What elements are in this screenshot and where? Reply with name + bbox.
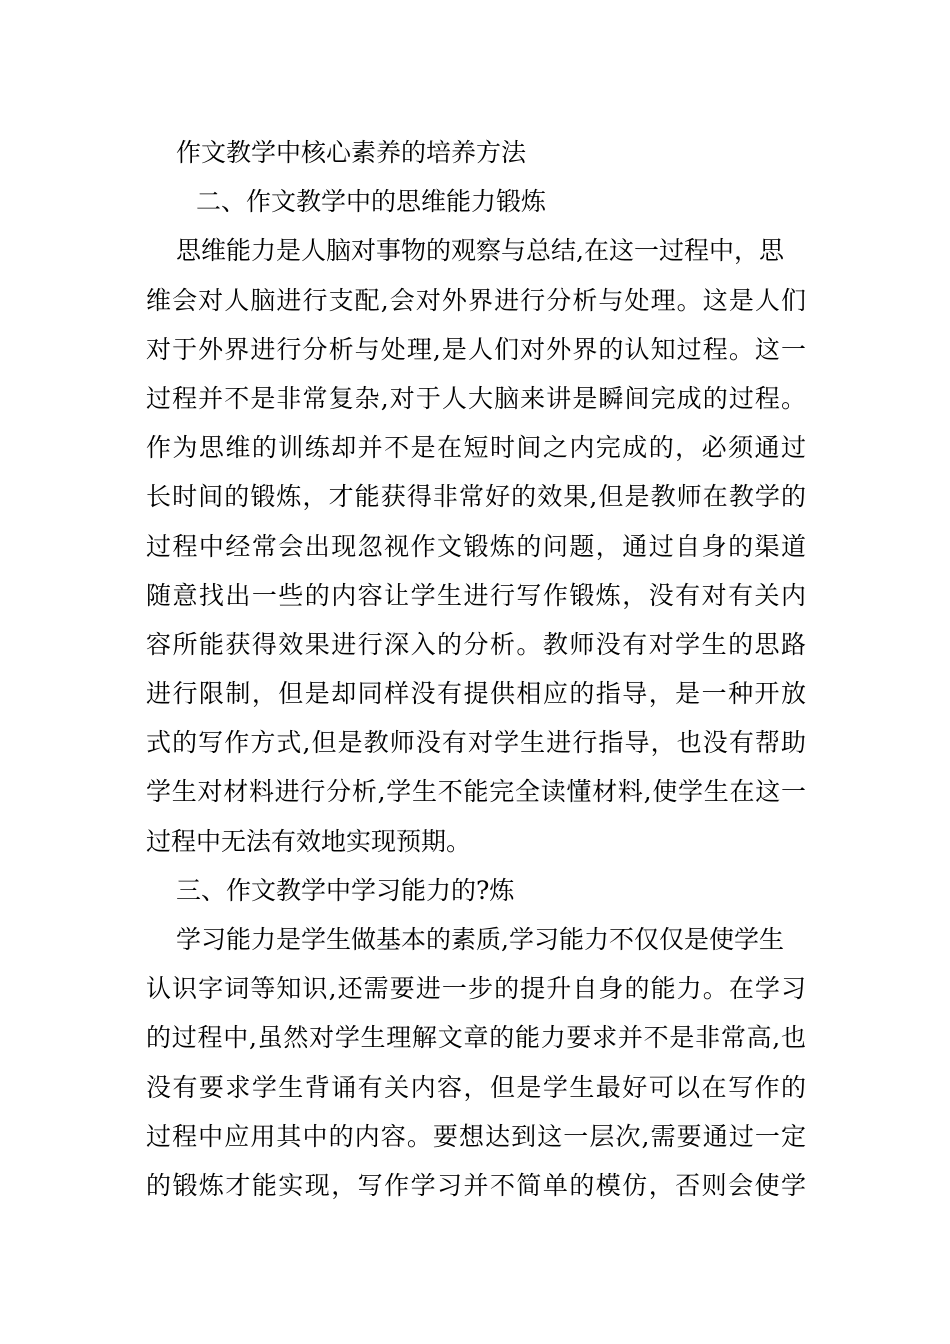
paragraph-line: 维会对人脑进行支配,会对外界进行分析与处理。这是人们 — [146, 285, 806, 315]
paragraph-line: 容所能获得效果进行深入的分析。教师没有对学生的思路 — [146, 629, 806, 659]
paragraph-line: 长时间的锻炼，才能获得非常好的效果,但是教师在教学的 — [146, 482, 806, 512]
paragraph-line: 过程并不是非常复杂,对于人大脑来讲是瞬间完成的过程。 — [146, 383, 806, 413]
section-2-heading: 二、作文教学中的思维能力锻炼 — [196, 187, 547, 217]
section-3-heading: 三、作文教学中学习能力的?炼 — [176, 875, 515, 905]
paragraph-line: 认识字词等知识,还需要进一步的提升自身的能力。在学习 — [146, 974, 806, 1004]
document-title: 作文教学中核心素养的培养方法 — [176, 138, 527, 167]
paragraph-line: 进行限制，但是却同样没有提供相应的指导，是一种开放 — [146, 679, 806, 709]
paragraph-line: 思维能力是人脑对事物的观察与总结,在这一过程中，思 — [176, 236, 784, 266]
paragraph-line: 学生对材料进行分析,学生不能完全读懂材料,使学生在这一 — [146, 777, 806, 807]
paragraph-line: 的锻炼才能实现，写作学习并不简单的模仿，否则会使学 — [146, 1170, 806, 1200]
paragraph-line: 学习能力是学生做基本的素质,学习能力不仅仅是使学生 — [176, 925, 784, 954]
document-body — [146, 128, 806, 1210]
paragraph-line: 式的写作方式,但是教师没有对学生进行指导，也没有帮助 — [146, 728, 806, 758]
paragraph-line: 没有要求学生背诵有关内容，但是学生最好可以在写作的 — [146, 1072, 806, 1102]
paragraph-line: 作为思维的训练却并不是在短时间之内完成的，必须通过 — [146, 433, 806, 463]
paragraph-line: 过程中无法有效地实现预期。 — [146, 826, 472, 856]
paragraph-line: 过程中经常会出现忽视作文锻炼的问题，通过自身的渠道 — [146, 531, 806, 561]
paragraph-line: 对于外界进行分析与处理,是人们对外界的认知过程。这一 — [146, 334, 806, 364]
paragraph-line: 随意找出一些的内容让学生进行写作锻炼，没有对有关内 — [146, 580, 806, 610]
paragraph-line: 过程中应用其中的内容。要想达到这一层次,需要通过一定 — [146, 1121, 806, 1151]
paragraph-line: 的过程中,虽然对学生理解文章的能力要求并不是非常高,也 — [146, 1023, 806, 1053]
